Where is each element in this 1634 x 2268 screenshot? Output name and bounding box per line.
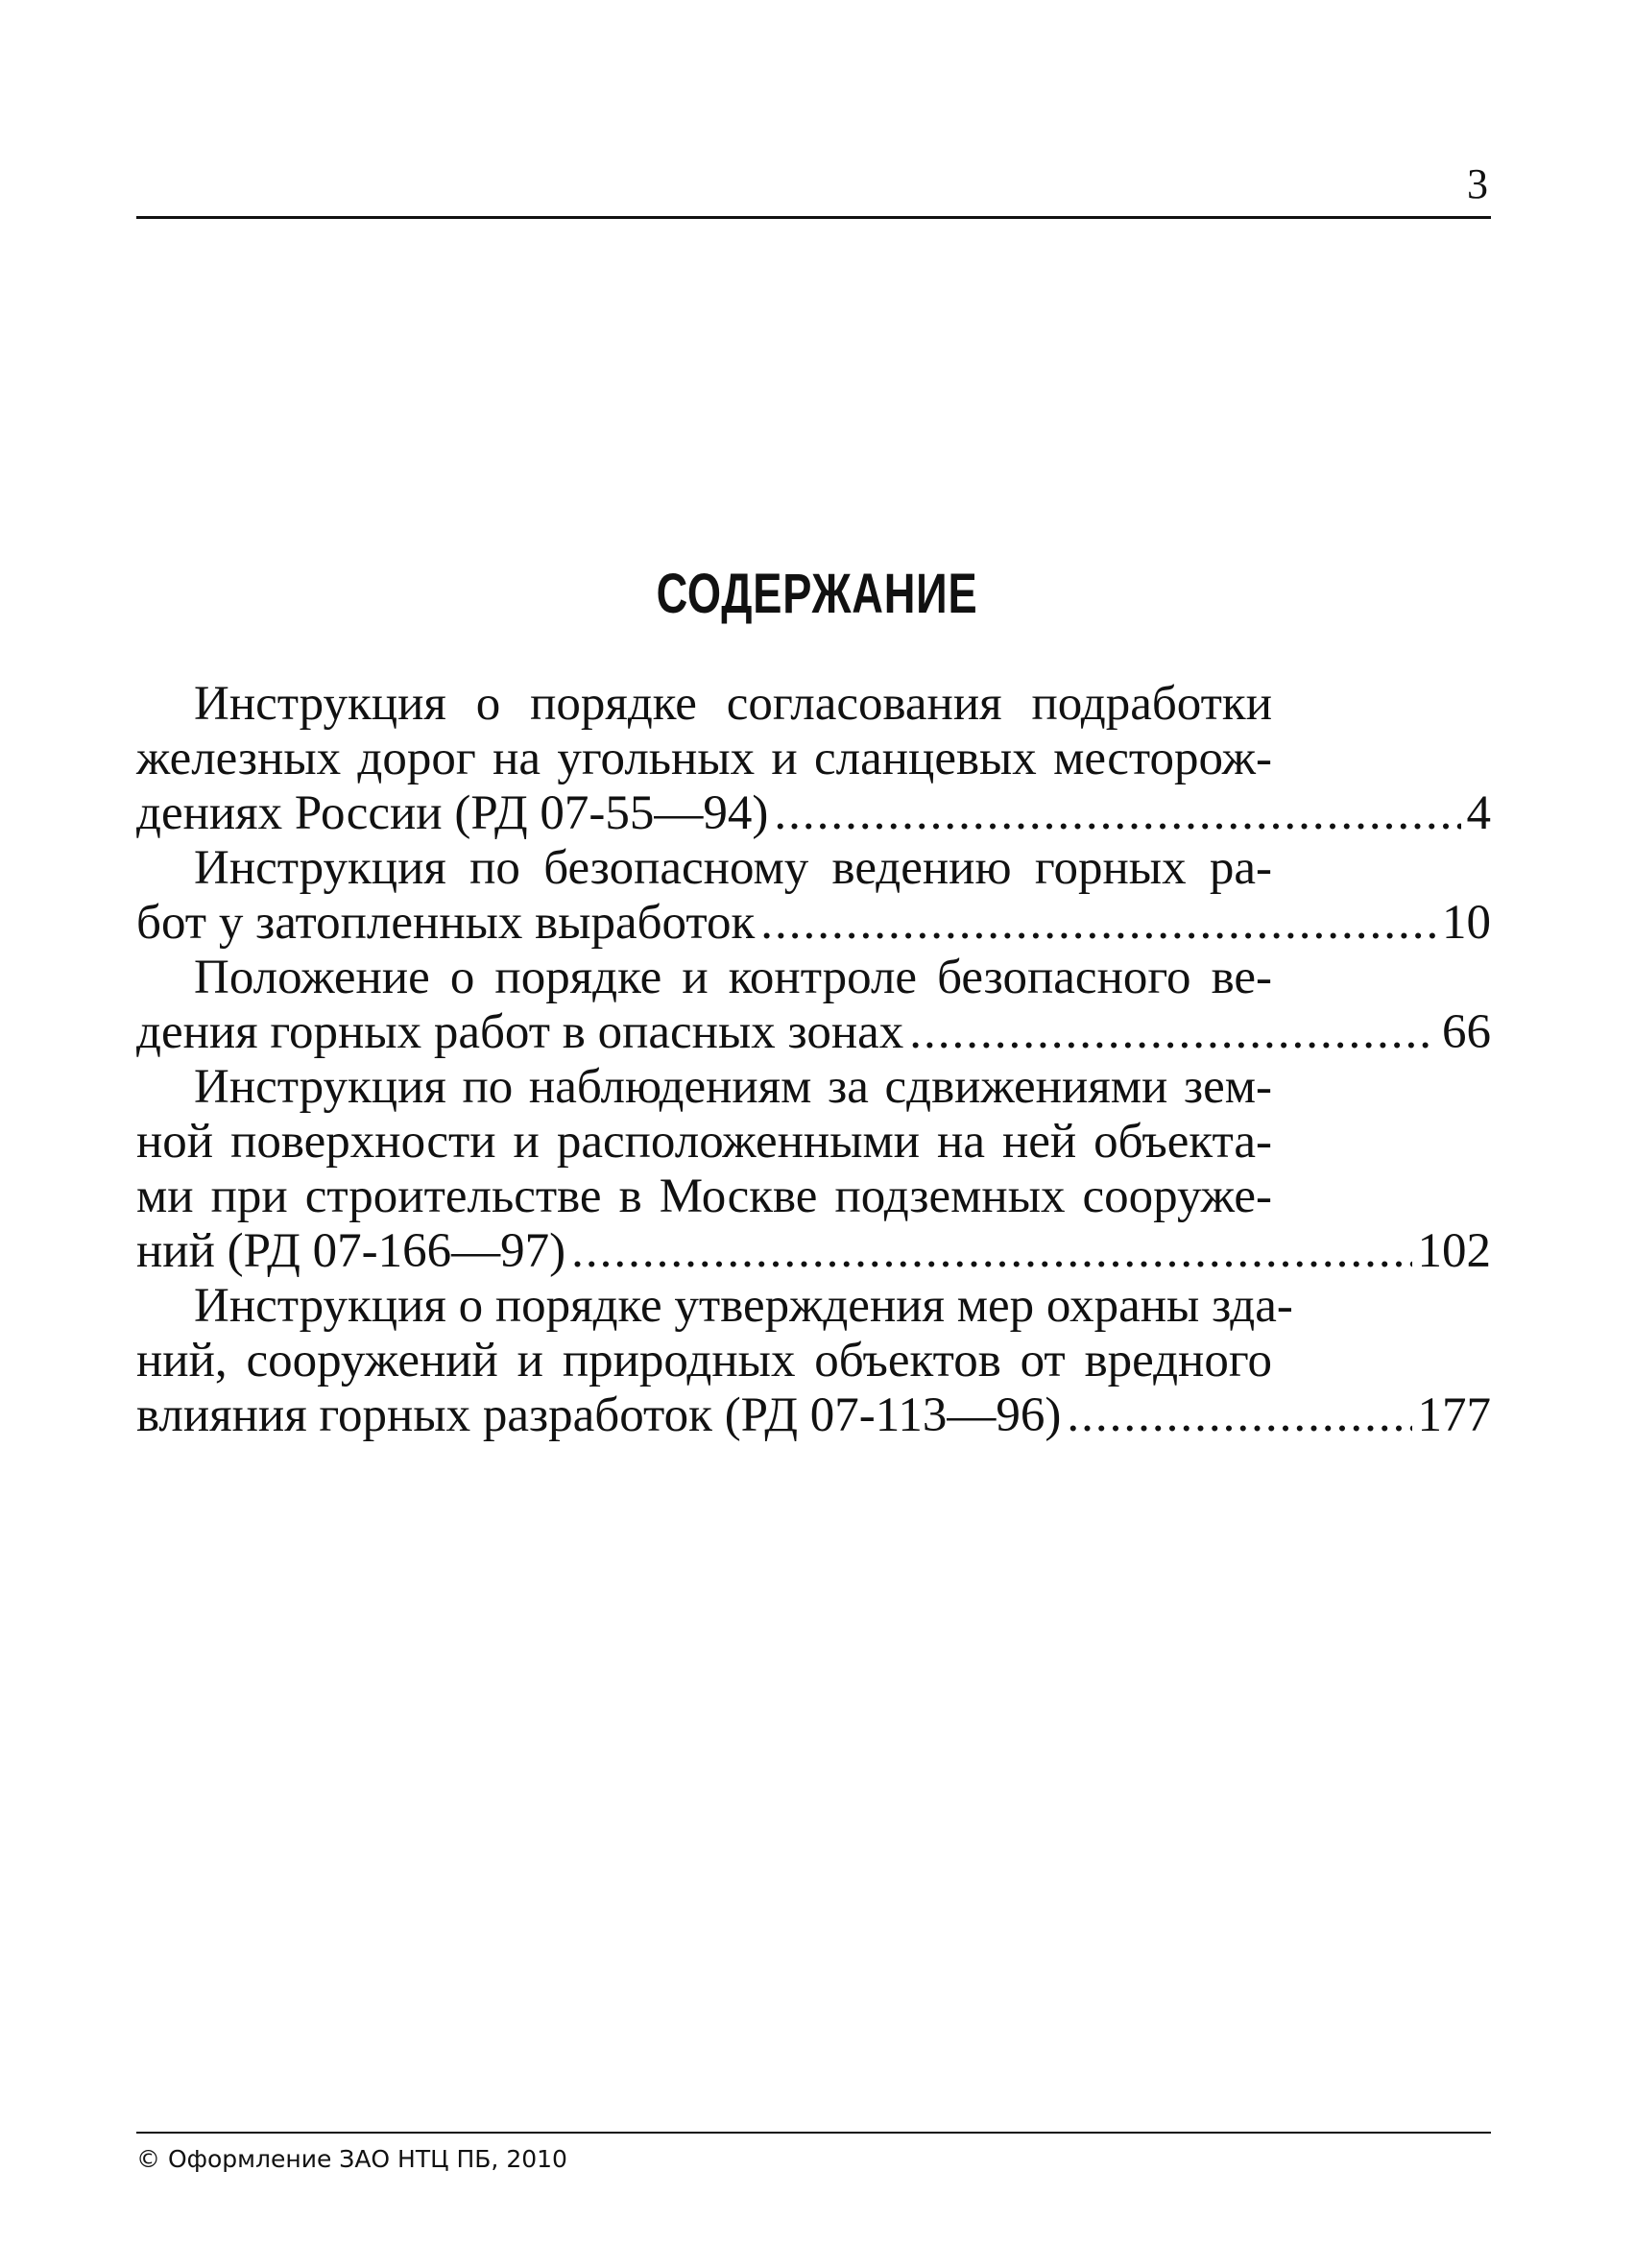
toc-page-number: 177 [1417, 1388, 1491, 1442]
toc-entry[interactable] [136, 841, 1491, 951]
dot-leader [571, 1224, 1411, 1279]
toc-entry-line: ми при строительстве в Москве подземных сооруже- [136, 1170, 1272, 1223]
toc-entry-final-line [136, 1388, 1491, 1443]
toc-entry-line: ной поверхности и расположенными на ней объекта- [136, 1115, 1272, 1169]
toc-entry-line: дениях России (РД 07-55—94) [136, 786, 769, 840]
toc-entry-line: Инструкция о порядке согласования подработки [194, 677, 1272, 731]
toc-entry-line: железных дорог на угольных и сланцевых месторож- [136, 732, 1272, 785]
toc-entry-line: Инструкция о порядке утверждения мер охраны зда- [194, 1279, 1293, 1333]
toc-entry-line: Инструкция по наблюдениям за сдвижениями зем- [194, 1060, 1272, 1114]
toc-entry-line: влияния горных разработок (РД 07-113—96) [136, 1388, 1062, 1442]
footer-rule [136, 2132, 1491, 2134]
page-title: СОДЕРЖАНИЕ [656, 563, 978, 625]
toc-entry-final-line [136, 896, 1491, 951]
toc-entry-line: дения горных работ в опасных зонах [136, 1005, 904, 1059]
toc-entry-line: Положение о порядке и контроле безопасного ве- [194, 951, 1272, 1004]
table-of-contents [136, 677, 1491, 1443]
dot-leader [774, 786, 1460, 841]
toc-page-number: 102 [1417, 1224, 1491, 1278]
toc-entry[interactable] [136, 677, 1491, 841]
toc-entry-final-line [136, 1224, 1491, 1279]
toc-entry[interactable] [136, 951, 1491, 1060]
copyright-footer: © Оформление ЗАО НТЦ ПБ, 2010 [136, 2145, 567, 2173]
toc-entry-final-line [136, 1005, 1491, 1060]
toc-entry[interactable] [136, 1279, 1491, 1443]
toc-entry-line: Инструкция по безопасному ведению горных ра- [194, 841, 1272, 895]
dot-leader [909, 1005, 1436, 1060]
toc-page-number: 10 [1442, 896, 1491, 950]
toc-page-number: 66 [1442, 1005, 1491, 1059]
dot-leader [1067, 1388, 1411, 1443]
toc-entry-final-line [136, 786, 1491, 841]
page-number: 3 [1467, 160, 1488, 207]
toc-entry-line: ний, сооружений и природных объектов от вредного [136, 1334, 1272, 1387]
toc-entry-line: бот у затопленных выработок [136, 896, 756, 950]
dot-leader [760, 896, 1436, 951]
header-rule [136, 216, 1491, 219]
toc-entry-line: ний (РД 07-166—97) [136, 1224, 566, 1278]
toc-page-number: 4 [1466, 786, 1491, 840]
toc-entry[interactable] [136, 1060, 1491, 1279]
